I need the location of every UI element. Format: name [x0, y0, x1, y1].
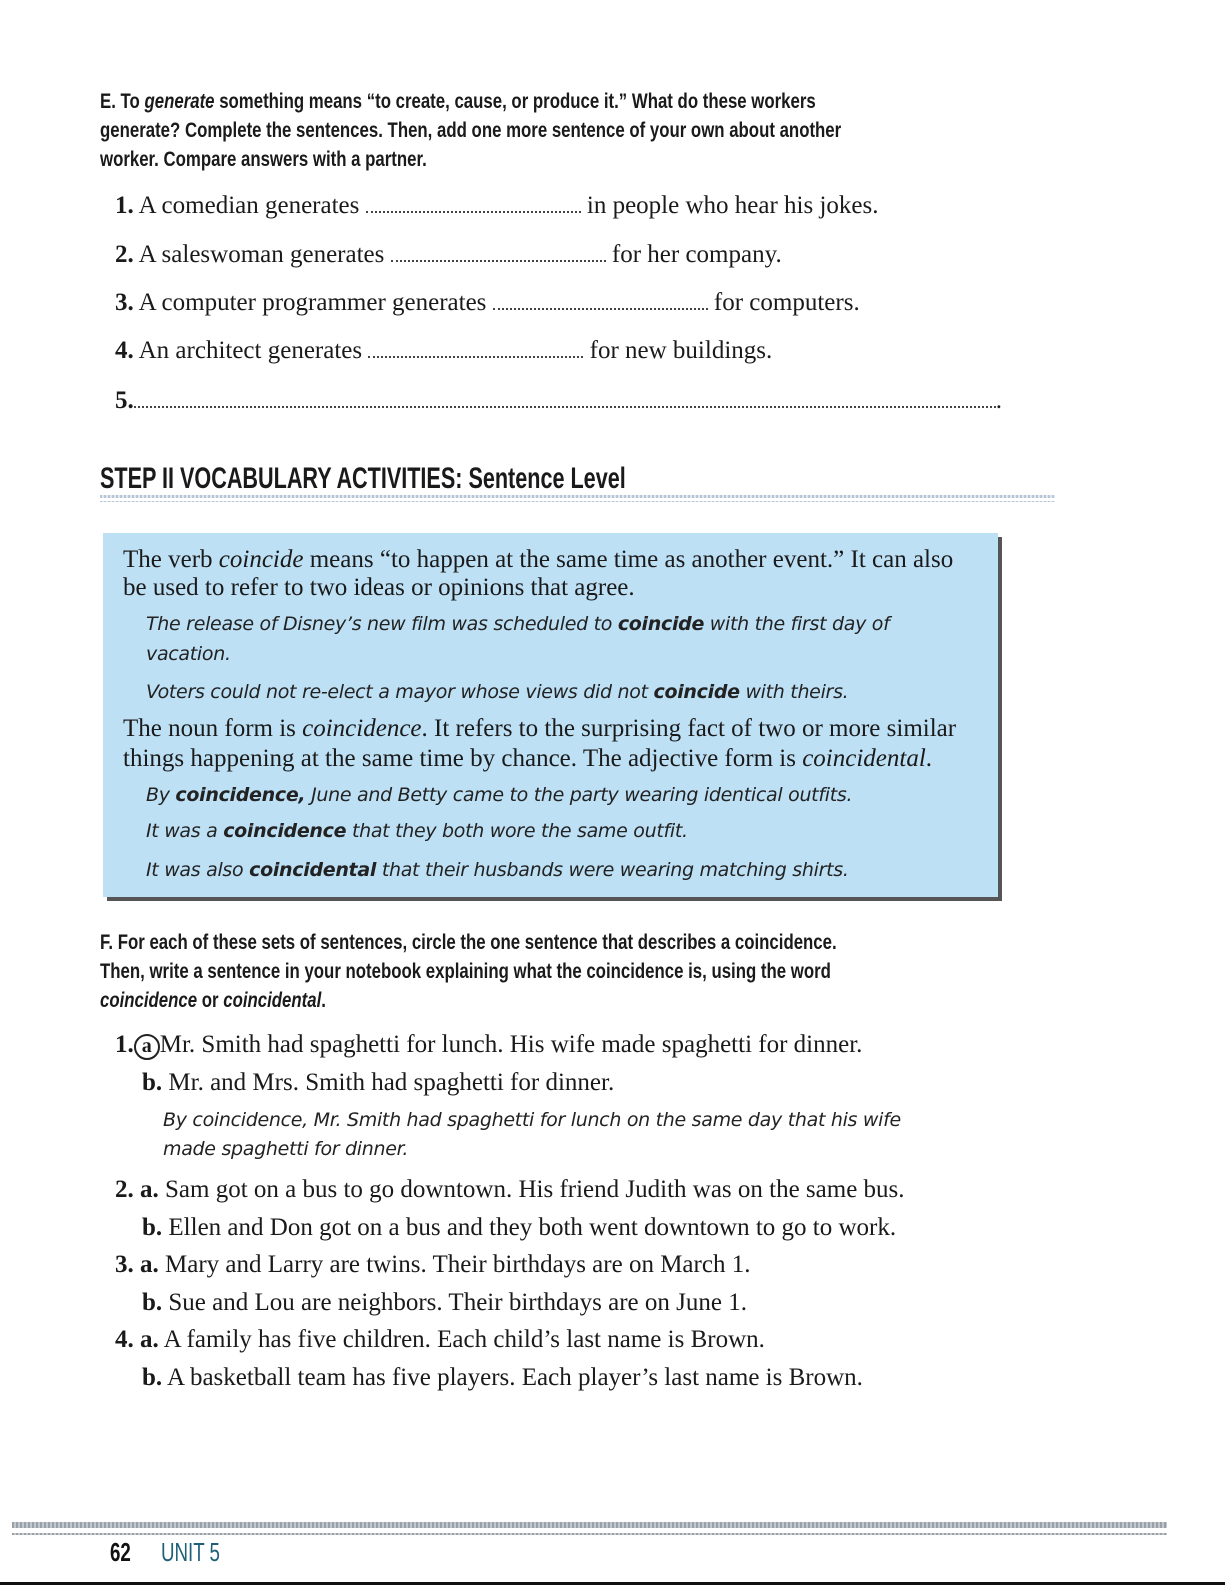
divider	[100, 495, 1055, 498]
exercise-f-item-3a[interactable]: 3. a. Mary and Larry are twins. Their birthdays are on March 1.	[115, 1251, 751, 1278]
page-number: 62	[110, 1537, 131, 1567]
exercise-e-item-1: 1. A comedian generates in people who hear his jokes.	[115, 192, 879, 219]
example-sentence-1-cont: vacation.	[146, 643, 231, 665]
example-sentence-1: The release of Disney’s new film was scheduled to coincide with the first day of	[146, 613, 890, 635]
example-sentence-5: It was also coincidental that their husbands were wearing matching shirts.	[146, 859, 849, 881]
example-sentence-3: By coincidence, June and Betty came to the party wearing identical outfits.	[146, 784, 853, 806]
exercise-f-heading-line2: Then, write a sentence in your notebook explaining what the coincidence is, using the word	[100, 960, 831, 983]
footer-rule	[12, 1533, 1167, 1535]
divider	[100, 501, 1055, 502]
info-paragraph-1-line1: The verb coincide means “to happen at the same time as another event.” It can also	[123, 546, 954, 573]
exercise-e-item-2: 2. A saleswoman generates for her company.	[115, 241, 782, 268]
exercise-f-item-4a[interactable]: 4. a. A family has five children. Each child’s last name is Brown.	[115, 1326, 765, 1353]
answer-blank[interactable]	[493, 290, 708, 310]
answer-blank[interactable]	[391, 242, 606, 262]
exercise-f-item-2a[interactable]: 2. a. Sam got on a bus to go downtown. His friend Judith was on the same bus.	[115, 1176, 905, 1203]
exercise-f-heading-line1: F. For each of these sets of sentences, circle the one sentence that describes a coincidence.	[100, 931, 837, 954]
sample-answer-line1: By coincidence, Mr. Smith had spaghetti for lunch on the same day that his wife	[163, 1109, 901, 1131]
info-paragraph-2-line1: The noun form is coincidence. It refers to the surprising fact of two or more similar	[123, 715, 957, 742]
info-paragraph-1-line2: be used to refer to two ideas or opinions that agree.	[123, 574, 635, 601]
circled-answer: a	[134, 1034, 160, 1060]
exercise-f-item-4b[interactable]: b. A basketball team has five players. Each player’s last name is Brown.	[142, 1364, 863, 1391]
exercise-f-heading-line3: coincidence or coincidental.	[100, 989, 326, 1012]
example-sentence-2: Voters could not re-elect a mayor whose views did not coincide with theirs.	[146, 681, 849, 703]
exercise-f-item-1b[interactable]: b. Mr. and Mrs. Smith had spaghetti for dinner.	[142, 1069, 615, 1096]
info-paragraph-2-line2: things happening at the same time by chance. The adjective form is coincidental.	[123, 745, 933, 772]
example-sentence-4: It was a coincidence that they both wore the same outfit.	[146, 820, 688, 842]
sample-answer-line2: made spaghetti for dinner.	[163, 1138, 409, 1160]
answer-blank[interactable]	[134, 388, 996, 408]
exercise-f-item-3b[interactable]: b. Sue and Lou are neighbors. Their birthdays are on June 1.	[142, 1289, 747, 1316]
answer-blank[interactable]	[368, 338, 583, 358]
section-title: STEP II VOCABULARY ACTIVITIES: Sentence Level	[100, 462, 626, 495]
footer-rule	[12, 1522, 1167, 1528]
exercise-e-heading-line1: E. To generate something means “to create, cause, or produce it.” What do these workers	[100, 90, 816, 113]
exercise-e-heading-line3: worker. Compare answers with a partner.	[100, 148, 427, 171]
exercise-f-item-1a[interactable]: 1. a Mr. Smith had spaghetti for lunch. His wife made spaghetti for dinner.	[115, 1031, 863, 1058]
exercise-e-item-5: 5. .	[115, 387, 1002, 414]
answer-blank[interactable]	[366, 193, 581, 213]
exercise-f-item-2b[interactable]: b. Ellen and Don got on a bus and they both went downtown to go to work.	[142, 1214, 897, 1241]
exercise-e-item-4: 4. An architect generates for new buildings.	[115, 337, 773, 364]
unit-label: UNIT 5	[161, 1537, 220, 1567]
exercise-e-item-3: 3. A computer programmer generates for computers.	[115, 289, 860, 316]
exercise-e-heading-line2: generate? Complete the sentences. Then, add one more sentence of your own about another	[100, 119, 842, 142]
